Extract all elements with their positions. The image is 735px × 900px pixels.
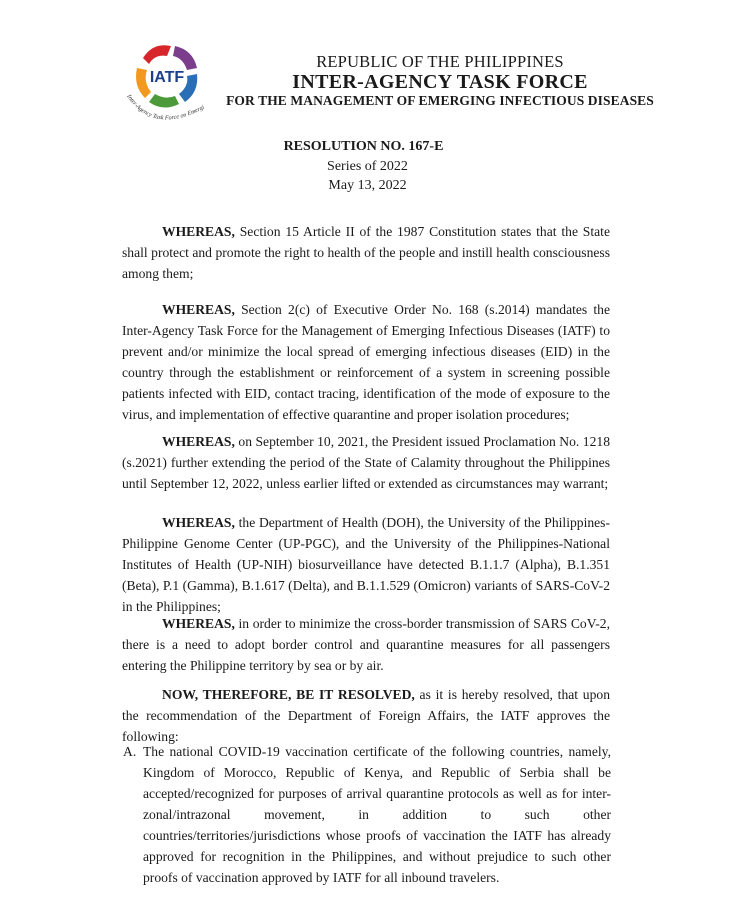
paragraph-lead: NOW, THEREFORE, BE IT RESOLVED, [162,687,415,702]
letterhead-agency: INTER-AGENCY TASK FORCE [292,71,588,93]
paragraph-lead: WHEREAS, [162,434,235,449]
resolution-series: Series of 2022 [327,158,408,174]
logo-text: IATF [149,69,185,86]
resolution-date: May 13, 2022 [328,178,407,193]
whereas-paragraph-1 [122,221,610,284]
letterhead-republic: REPUBLIC OF THE PHILIPPINES [316,52,564,71]
paragraph-lead: WHEREAS, [162,224,235,239]
paragraph-text: as it is hereby resolved, that upon the recommendation of the Department of Foreign Affairs, the IATF approves the following: [122,687,610,744]
whereas-paragraph-4 [122,512,610,617]
resolution-item-a [123,741,611,888]
paragraph-text: the Department of Health (DOH), the University of the Philippines-Philippine Genome Center (UP-PGC), and the University of the Philippines-National Institutes of Health (UP-NIH) biosurveillance have detected B.1.1.7 (Alpha), B.1.351 (Beta), P.1 (Gamma), B.1.617 (Delta), and B.1.1.529 (Omicron) variants of SARS-CoV-2 in the Philippines; [122,515,610,614]
logo-ring-text: Inter-Agency Task Force on Emergi [125,93,206,122]
letterhead [200,52,680,109]
whereas-paragraph-3 [122,431,610,494]
list-item-text: The national COVID-19 vaccination certificate of the following countries, namely, Kingdom of Morocco, Republic of Kenya, and Republic of Serbia shall be accepted/recognized for purposes of arrival quarantine protocols as well as for inter-zonal/intrazonal movement, in addition to such other countries/territories/jurisdictions whose proofs of vaccination the IATF has already approved for recognition in the Philippines, and without prejudice to such other proofs of vaccination approved by IATF for all inbound travelers. [143,744,611,885]
paragraph-text: Section 2(c) of Executive Order No. 168 (s.2014) mandates the Inter-Agency Task Force for the Management of Emerging Infectious Diseases (IATF) to prevent and/or minimize the local spread of emerging infectious diseases (EID) in the country through the establishment or reinforcement of a system in screening possible patients infected with EID, contact tracing, identification of the mode of exposure to the virus, and implementation of effective quarantine and proper isolation procedures; [122,302,610,422]
resolution-header [0,137,735,196]
list-marker: A. [123,744,137,759]
resolution-number: RESOLUTION NO. 167-E [283,139,444,154]
resolved-paragraph [122,684,610,747]
paragraph-text: in order to minimize the cross-border transmission of SARS CoV-2, there is a need to adopt border control and quarantine measures for all passengers entering the Philippine territory by sea or by air. [122,616,610,673]
paragraph-text: on September 10, 2021, the President issued Proclamation No. 1218 (s.2021) further extending the period of the State of Calamity throughout the Philippines until September 12, 2022, unless earlier lifted or extended as circumstances may warrant; [122,434,610,491]
paragraph-lead: WHEREAS, [162,302,235,317]
paragraph-text: Section 15 Article II of the 1987 Constitution states that the State shall protect and promote the right to health of the people and instill health consciousness among them; [122,224,610,281]
paragraph-lead: WHEREAS, [162,515,235,530]
whereas-paragraph-5 [122,613,610,676]
paragraph-lead: WHEREAS, [162,616,235,631]
whereas-paragraph-2 [122,299,610,425]
letterhead-subtitle: FOR THE MANAGEMENT OF EMERGING INFECTIOUS DISEASES [226,93,654,108]
